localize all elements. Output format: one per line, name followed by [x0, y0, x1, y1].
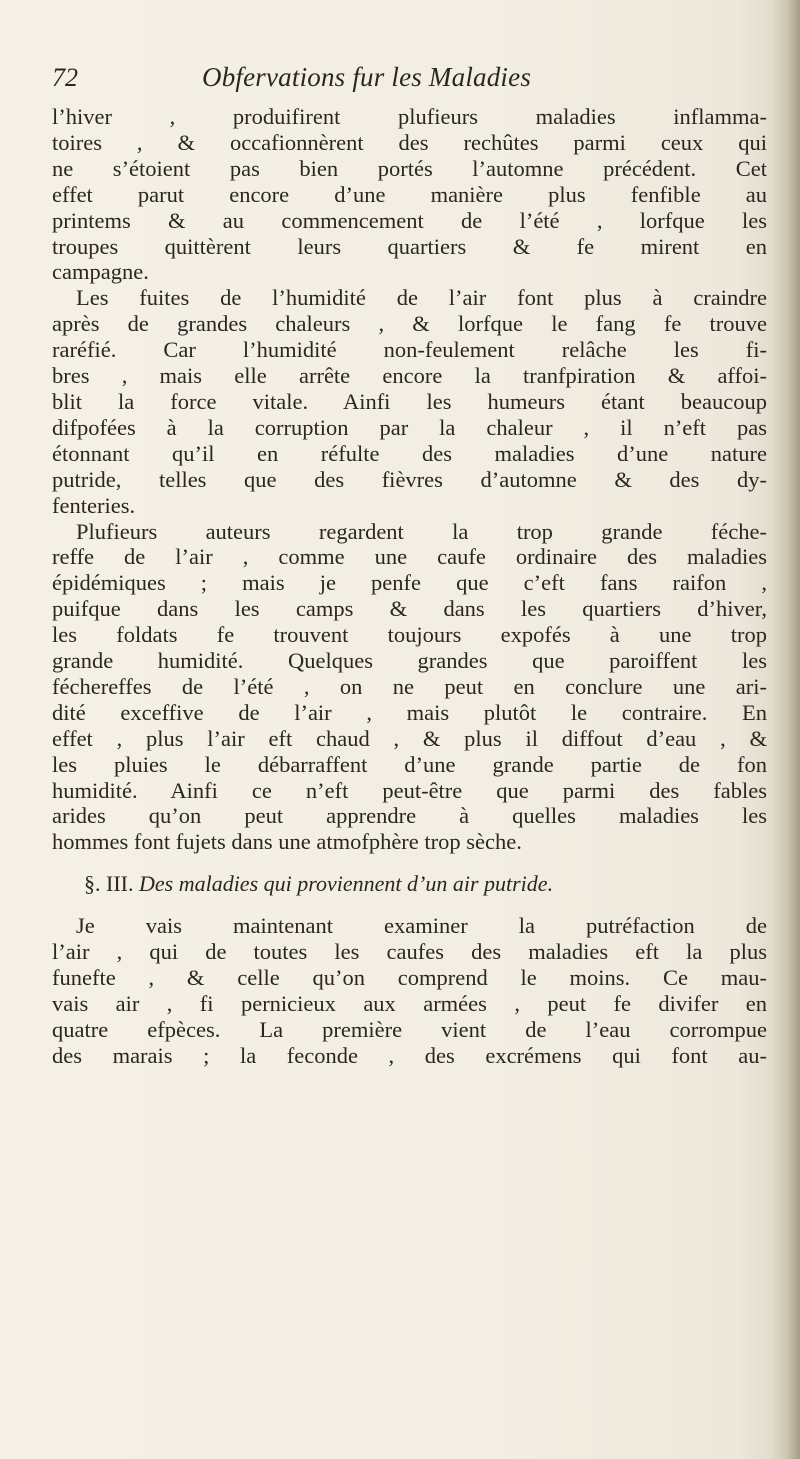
- text-line: étonnant qu’il en réfulte des maladies d’une nature: [52, 440, 767, 466]
- paragraph-3: [52, 519, 767, 856]
- text-line: hommes font fujets dans une atmofphère trop sèche.: [52, 829, 522, 855]
- text-line: quatre efpèces. La première vient de l’eau corrompue: [52, 1016, 767, 1042]
- text-line: difpofées à la corruption par la chaleur , il n’eft pas: [52, 414, 767, 440]
- running-title: Obfervations fur les Maladies: [202, 62, 532, 92]
- text-line: ne s’étoient pas bien portés l’automne précédent. Cet: [52, 155, 767, 181]
- text-line: vais air , fi pernicieux aux armées , peut fe divifer en: [52, 991, 767, 1016]
- text-line: arides qu’on peut apprendre à quelles maladies les: [52, 803, 767, 829]
- text-line: putride, telles que des fièvres d’automne & des dy-: [52, 466, 767, 492]
- text-line: printems & au commencement de l’été , lorfque les: [52, 207, 767, 233]
- text-line: épidémiques ; mais je penfe que c’eft fans raifon ,: [52, 570, 767, 596]
- text-line: campagne.: [52, 259, 149, 285]
- text-line: puifque dans les camps & dans les quartiers d’hiver,: [52, 596, 767, 622]
- text-line: effet parut encore d’une manière plus fenfible au: [52, 181, 767, 207]
- paragraph-1: [52, 104, 767, 285]
- text-line: fenteries.: [52, 492, 136, 518]
- text-line: grande humidité. Quelques grandes que paroiffent les: [52, 648, 767, 674]
- text-line: toires , & occafionnèrent des rechûtes parmi ceux qui: [52, 129, 767, 155]
- text-line: reffe de l’air , comme une caufe ordinaire des maladies: [52, 544, 767, 570]
- text-line: Je vais maintenant examiner la putréfaction de: [76, 913, 767, 939]
- paragraph-4: [52, 913, 767, 1068]
- page-edge-shadow: [772, 0, 800, 1459]
- text-line: bres , mais elle arrête encore la tranfpiration & affoi-: [52, 363, 767, 389]
- text-line: troupes quittèrent leurs quartiers & fe mirent en: [52, 233, 767, 259]
- text-line: féchereffes de l’été , on ne peut en conclure une ari-: [52, 673, 767, 699]
- text-line: après de grandes chaleurs , & lorfque le fang fe trouve: [52, 311, 767, 337]
- page-text: [52, 62, 767, 1069]
- text-line: l’hiver , produifirent plufieurs maladies inflamma-: [52, 104, 767, 129]
- page-number: 72: [52, 63, 78, 92]
- text-line: dité exceffive de l’air , mais plutôt le contraire. En: [52, 699, 767, 725]
- page-header: [52, 62, 767, 102]
- section-number: §. III.: [84, 871, 134, 897]
- text-line: blit la force vitale. Ainfi les humeurs étant beaucoup: [52, 388, 767, 414]
- paragraph-2: [52, 285, 767, 518]
- text-line: funefte , & celle qu’on comprend le moins. Ce mau-: [52, 965, 767, 991]
- section-title: Des maladies qui proviennent d’un air putride.: [138, 871, 554, 897]
- text-line: des marais ; la feconde , des excrémens qui font au-: [52, 1042, 767, 1068]
- text-line: l’air , qui de toutes les caufes des maladies eft la plus: [52, 939, 767, 965]
- text-line: raréfié. Car l’humidité non-feulement relâche les fi-: [52, 337, 767, 363]
- text-line: effet , plus l’air eft chaud , & plus il diffout d’eau , &: [52, 725, 767, 751]
- section-heading: [52, 871, 767, 897]
- text-line: Les fuites de l’humidité de l’air font plus à craindre: [76, 285, 767, 311]
- text-line: Plufieurs auteurs regardent la trop grande féche-: [76, 518, 767, 544]
- text-line: les foldats fe trouvent toujours expofés à une trop: [52, 622, 767, 648]
- text-line: les pluies le débarraffent d’une grande partie de fon: [52, 751, 767, 777]
- text-line: humidité. Ainfi ce n’eft peut-être que parmi des fables: [52, 777, 767, 803]
